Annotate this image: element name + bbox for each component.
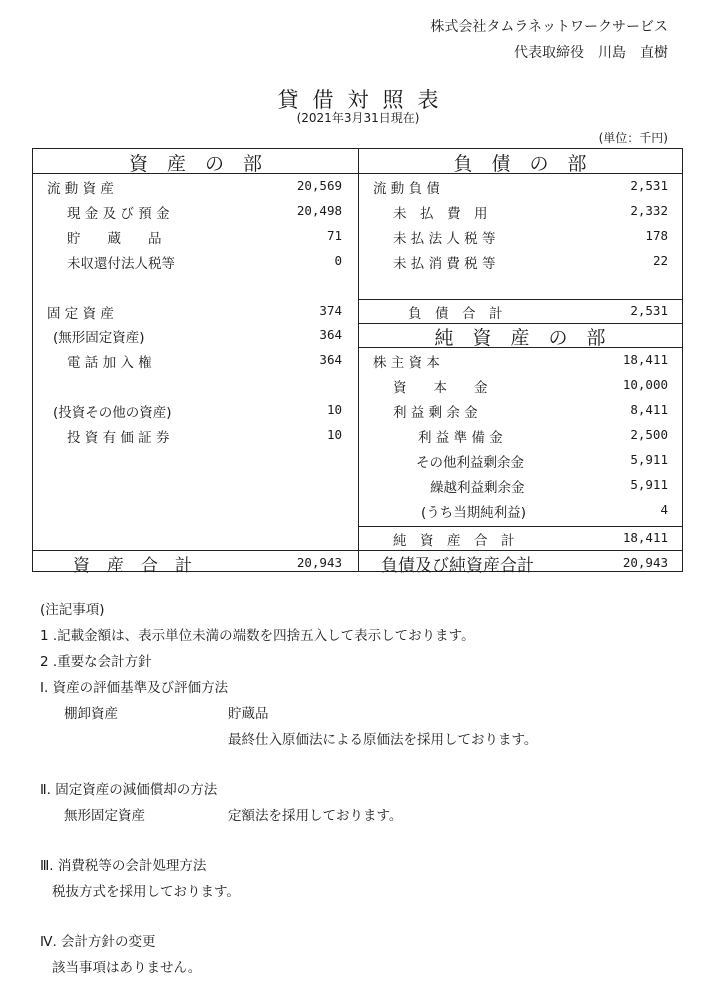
asset-label-current: 流 動 資 産 — [47, 181, 114, 197]
asset-label-securities: 投 資 有 価 証 券 — [67, 430, 170, 446]
policy-1-method: 最終仕入原価法による原価法を採用しております。 — [228, 732, 538, 748]
liability-label-income-tax: 未 払 法 人 税 等 — [393, 231, 496, 247]
net-label-carried-forward: 繰越利益剰余金 — [430, 480, 525, 496]
balance-sheet-table — [32, 148, 683, 576]
policy-2-title: Ⅱ. 固定資産の減価償却の方法 — [40, 782, 218, 798]
liability-value-consumption-tax: 22 — [652, 253, 668, 268]
asset-value-tax-refund: 0 — [334, 253, 342, 268]
net-value-current-profit: 4 — [660, 502, 668, 517]
net-assets-total-value: 18,411 — [622, 530, 668, 545]
net-value-carried-forward: 5,911 — [630, 477, 668, 492]
asset-label-cash: 現 金 及 び 預 金 — [67, 206, 170, 222]
note-accounting-policies: 2 .重要な会計方針 — [40, 654, 152, 670]
liabilities-section-header: 負 債 の 部 — [453, 153, 587, 175]
note-rounding: 1 .記載金額は、表示単位未満の端数を四捨五入して表示しております。 — [40, 628, 475, 644]
liability-total-value: 2,531 — [630, 303, 668, 318]
net-label-current-profit: (うち当期純利益) — [421, 505, 527, 521]
net-label-capital: 資 本 金 — [393, 380, 488, 396]
asset-label-supplies: 貯 蔵 品 — [67, 231, 162, 247]
assets-total-value: 20,943 — [296, 555, 342, 570]
net-label-retained-earnings: 利 益 剰 余 金 — [393, 405, 478, 421]
asset-value-cash: 20,498 — [296, 203, 342, 218]
liability-value-accrued: 2,332 — [630, 203, 668, 218]
asset-value-intangible: 364 — [319, 327, 342, 342]
liability-label-consumption-tax: 未 払 消 費 税 等 — [393, 256, 496, 272]
asset-label-intangible: (無形固定資産) — [53, 330, 145, 346]
net-value-shareholders-equity: 18,411 — [622, 352, 668, 367]
liability-label-accrued: 未 払 費 用 — [393, 206, 488, 222]
asset-value-investments-other: 10 — [326, 402, 342, 417]
net-assets-total-label: 純 資 産 合 計 — [393, 533, 515, 549]
asset-value-fixed: 374 — [319, 303, 342, 318]
net-assets-section-header: 純 資 産 の 部 — [434, 327, 606, 349]
asset-label-fixed: 固 定 資 産 — [47, 306, 114, 322]
representative: 代表取締役 川島 直樹 — [514, 45, 668, 61]
policy-3-text: 税抜方式を採用しております。 — [52, 884, 240, 900]
policy-1-item: 棚卸資産 — [64, 706, 118, 722]
company-name: 株式会社タムラネットワークサービス — [430, 19, 668, 35]
column-divider — [358, 149, 359, 571]
notes-heading: (注記事項) — [40, 602, 105, 618]
policy-4-text: 該当事項はありません。 — [52, 960, 202, 976]
policy-4-title: Ⅳ. 会計方針の変更 — [40, 934, 156, 950]
asset-label-phone-rights: 電 話 加 入 権 — [67, 355, 152, 371]
net-assets-total-top-rule — [358, 526, 682, 527]
assets-section-header: 資 産 の 部 — [128, 153, 262, 175]
as-of-date: (2021年3月31日現在) — [296, 111, 420, 125]
liability-total-label: 負 債 合 計 — [408, 306, 503, 322]
liability-value-income-tax: 178 — [645, 228, 668, 243]
policy-1-title: Ⅰ. 資産の評価基準及び評価方法 — [40, 680, 229, 696]
liabilities-net-assets-total-value: 20,943 — [622, 555, 668, 570]
asset-value-supplies: 71 — [326, 228, 342, 243]
net-label-shareholders-equity: 株 主 資 本 — [373, 355, 440, 371]
net-value-other-retained: 5,911 — [630, 452, 668, 467]
unit-label: (単位：千円) — [598, 131, 668, 145]
asset-value-securities: 10 — [326, 427, 342, 442]
asset-value-current: 20,569 — [296, 178, 342, 193]
liabilities-net-assets-total-label: 負債及び純資産合計 — [381, 556, 534, 576]
asset-label-investments-other: (投資その他の資産) — [53, 405, 172, 421]
asset-label-tax-refund: 未収還付法人税等 — [67, 256, 175, 272]
policy-1-item-value: 貯蔵品 — [228, 706, 269, 722]
net-label-other-retained: その他利益剰余金 — [416, 455, 524, 471]
liabilities-total-top-rule — [358, 299, 682, 300]
net-label-legal-reserve: 利 益 準 備 金 — [418, 430, 503, 446]
policy-2-item: 無形固定資産 — [64, 808, 145, 824]
policy-3-title: Ⅲ. 消費税等の会計処理方法 — [40, 858, 207, 874]
net-value-retained-earnings: 8,411 — [630, 402, 668, 417]
net-value-capital: 10,000 — [622, 377, 668, 392]
document-title: 貸借対照表 — [277, 88, 453, 112]
asset-value-phone-rights: 364 — [319, 352, 342, 367]
net-value-legal-reserve: 2,500 — [630, 427, 668, 442]
policy-2-method: 定額法を採用しております。 — [228, 808, 403, 824]
liability-value-current: 2,531 — [630, 178, 668, 193]
liability-label-current: 流 動 負 債 — [373, 181, 440, 197]
assets-total-label: 資 産 合 計 — [73, 556, 192, 576]
